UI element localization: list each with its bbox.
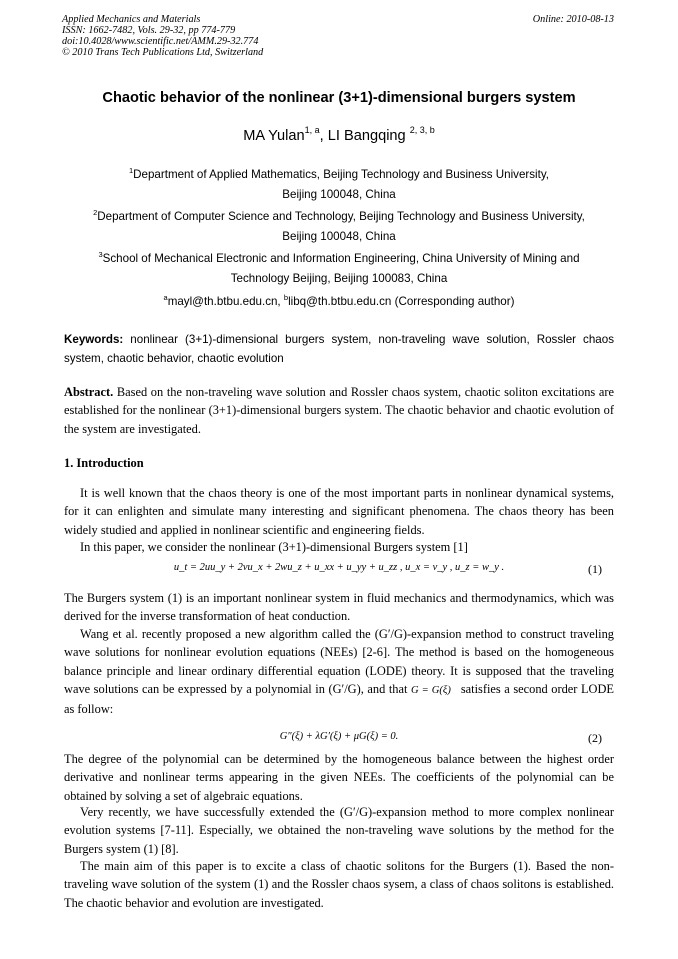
email-a[interactable]: mayl@th.btbu.edu.cn,: [167, 295, 284, 308]
intro-paragraph-3-text: The Burgers system (1) is an important nonlinear system in fluid mechanics and thermodynamics, which was derived for the inverse transformation of heat conduction.: [64, 591, 614, 624]
intro-paragraph-4-text: Wang et al. recently proposed a new algorithm called the (G′/G)-expansion method to construct traveling wave solutions for nonlinear evolution equations (NEEs) [2-6]. The method is based on the homogeneous balance principle and linear ordinary differential equation (LODE) theory. It is supposed that the traveling wave solutions can be expressed by a polynomial in (G′/G), and that: [64, 627, 614, 696]
abstract-text: Based on the non-traveling wave solution and Rossler chaos system, chaotic soliton excitations are established for the nonlinear (3+1)-dimensional burgers system. The chaotic behavior and chaotic evolution of the system are investigated.: [64, 385, 614, 436]
keywords-text: nonlinear (3+1)-dimensional burgers system, non-traveling wave solution, Rossler chaos system, chaotic behavior, chaotic evolution: [64, 333, 614, 365]
author-2-name: LI Bangqing: [327, 128, 406, 144]
equation-2: [64, 731, 614, 749]
intro-paragraph-2-text: In this paper, we consider the nonlinear (3+1)-dimensional Burgers system [1]: [80, 540, 468, 554]
intro-paragraph-4-tail: satisfies a second order LODE as follow:: [64, 681, 614, 717]
intro-paragraph-2: [64, 538, 614, 556]
affiliation-1-line1: Department of Applied Mathematics, Beijing Technology and Business University,: [133, 168, 550, 181]
intro-paragraph-1: [64, 484, 614, 539]
copyright-line: © 2010 Trans Tech Publications Ltd, Switzerland: [62, 47, 264, 58]
affiliation-1: [0, 165, 678, 205]
email-line: [0, 292, 678, 312]
inline-equation-g: G = G(ξ): [410, 684, 451, 696]
affiliation-2-line1: Department of Computer Science and Technology, Beijing Technology and Business University,: [97, 210, 585, 223]
online-date: Online: 2010-08-13: [532, 14, 614, 25]
affiliation-3-sup: 3: [98, 250, 103, 259]
paper-title: Chaotic behavior of the nonlinear (3+1)-dimensional burgers system: [102, 90, 576, 106]
email-b[interactable]: libq@th.btbu.edu.cn (Corresponding author): [288, 295, 515, 308]
doi-line[interactable]: doi:10.4028/www.scientific.net/AMM.29-32.774: [62, 36, 259, 47]
author-separator: ,: [319, 128, 328, 144]
affiliation-2-sup: 2: [93, 208, 98, 217]
intro-paragraph-5: [64, 750, 614, 805]
affiliation-3-line1: School of Mechanical Electronic and Information Engineering, China University of Mining and: [102, 252, 580, 265]
keywords-label: Keywords:: [64, 333, 124, 346]
email-a-sup: a: [163, 293, 168, 302]
keywords: [64, 330, 614, 368]
intro-paragraph-7: [64, 857, 614, 912]
intro-paragraph-6-text: Very recently, we have successfully extended the (G′/G)-expansion method to more complex nonlinear evolution systems [7-11]. Especially, we obtained the non-traveling wave solutions by the method for the Burgers system (1) [8].: [64, 805, 614, 856]
abstract: [64, 383, 614, 438]
equation-1: [64, 562, 614, 580]
journal-name: Applied Mechanics and Materials: [62, 14, 201, 25]
affiliation-2-line2: Beijing 100048, China: [282, 230, 396, 243]
author-2-sup: 2, 3, b: [409, 125, 435, 135]
equation-2-number: (2): [588, 731, 602, 745]
author-line: [0, 125, 678, 144]
affiliation-3: [0, 249, 678, 289]
journal-header: [62, 14, 263, 58]
intro-paragraph-3: [64, 589, 614, 626]
equation-2-body: G″(ξ) + λG′(ξ) + μG(ξ) = 0.: [279, 731, 399, 742]
intro-paragraph-5-text: The degree of the polynomial can be determined by the homogeneous balance between the highest order derivative and nonlinear terms appearing in the given NEEs. The coefficients of the polynomial can be obtained by solving a set of algebraic equations.: [64, 752, 614, 803]
author-1-name: MA Yulan: [243, 128, 305, 144]
intro-paragraph-1-text: It is well known that the chaos theory is one of the most important parts in nonlinear dynamical systems, for it can enlighten and simulate many interesting and significant phenomena. The chaos theory has been widely studied and applied in nonlinear scientific and engineering fields.: [64, 486, 614, 537]
intro-paragraph-6: [64, 803, 614, 858]
intro-paragraph-7-text: The main aim of this paper is to excite a class of chaotic solitons for the Burgers (1). Based the non-traveling wave solution of the system (1) and the Rossler chaos sysem, a class of chaos solitons is established. The chaotic behavior and evolution are investigated.: [64, 859, 614, 910]
affiliation-2: [0, 207, 678, 247]
issn-line: ISSN: 1662-7482, Vols. 29-32, pp 774-779: [62, 25, 236, 36]
abstract-label: Abstract.: [64, 385, 114, 399]
affiliation-3-line2: Technology Beijing, Beijing 100083, China: [230, 272, 448, 285]
affiliation-1-sup: 1: [128, 166, 134, 175]
affiliation-1-line2: Beijing 100048, China: [282, 188, 396, 201]
section-heading-introduction: 1. Introduction: [64, 456, 144, 470]
author-1-sup: 1, a: [304, 125, 320, 135]
equation-1-body: u_t = 2uu_y + 2vu_x + 2wu_z + u_xx + u_yy + u_zz , u_x = v_y , u_z = w_y .: [173, 562, 505, 573]
intro-paragraph-4: [64, 625, 614, 718]
equation-1-number: (1): [588, 562, 602, 576]
email-b-sup: b: [283, 293, 289, 302]
